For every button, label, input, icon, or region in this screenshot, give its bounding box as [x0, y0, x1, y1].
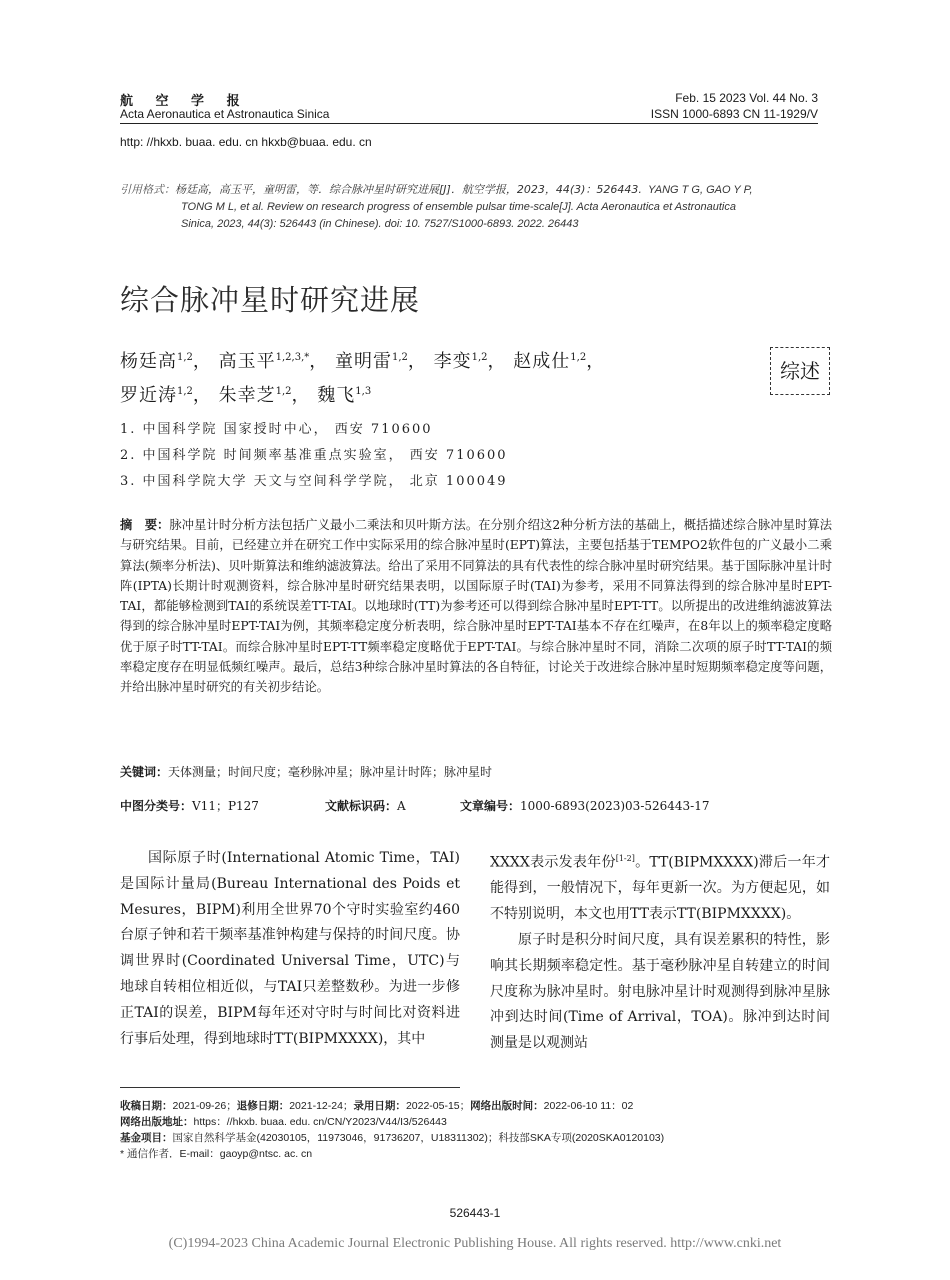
citation-label: 引用格式：: [120, 183, 175, 196]
received-date: 2021-09-26；: [172, 1100, 237, 1112]
abstract-text: 脉冲星计时分析方法包括广义最小二乘法和贝叶斯方法。在分别介绍这2种分析方法的基础上，概括描述综合脉冲星时算法与研究结果。目前，已经建立并在研究工作中实际采用的综合脉冲星时(EPT)算法，主要包括基于TEMPO2软件包的广义最小二乘算法(频率分析法)、贝叶斯算法和维纳滤波算法。给出了采用不同算法的具有代表性的综合脉冲星时研究结果。基于国际脉冲星计时阵(IPTA)长期计时观测资料，综合脉冲星时研究结果表明，以国际原子时(TAI)为参考，采用不同算法得到的综合脉冲星时EPT-TAI，都能够检测到TAI的系统误差TT-TAI。以地球时(TT)为参考还可以得到综合脉冲星时EPT-TT。以所提出的改进维纳滤波算法得到的综合脉冲星时EPT-TAI为例，其频率稳定度分析表明，综合脉冲星时EPT-TAI基本不存在红噪声，在8年以上的频率稳定度略优于原子时TT-TAI。而综合脉冲星时EPT-TT频率稳定度略优于EPT-TAI。与综合脉冲星时不同，消除二次项的原子时TT-TAI的频率稳定度存在明显低频红噪声。最后，总结3种综合脉冲星时算法的各自特征，讨论关于改进综合脉冲星时短期频率稳定度等问题，并给出脉冲星时研究的有关初步结论。: [120, 518, 832, 695]
author: 魏飞: [317, 385, 356, 406]
body-column-right: [490, 846, 830, 1057]
reference-mark[interactable]: [1-2]: [615, 854, 635, 863]
article-number: [460, 797, 710, 814]
footnotes: [120, 1098, 664, 1162]
footnote-fund: [120, 1130, 664, 1146]
online-date: 2022-06-10 11：02: [543, 1100, 634, 1112]
author: 高玉平: [218, 351, 276, 372]
online-label: 网络出版时间：: [470, 1100, 544, 1112]
author: 赵成仕: [513, 351, 571, 372]
journal-name-cn: 航 空 学 报: [120, 94, 249, 109]
author-aff: 1,2: [177, 386, 193, 397]
revised-date: 2021-12-24；: [289, 1100, 354, 1112]
page-number: 526443-1: [449, 1206, 501, 1220]
author: 朱幸芝: [218, 385, 276, 406]
corresponding-label: * 通信作者．: [120, 1148, 180, 1160]
abstract: [120, 515, 832, 698]
keywords-text: 天体测量；时间尺度；毫秒脉冲星；脉冲星计时阵；脉冲星时: [168, 765, 493, 779]
body-text: XXXX表示发表年份: [490, 854, 616, 871]
author-aff: 1,2: [471, 352, 488, 363]
author: 杨廷高: [120, 351, 177, 372]
keywords-label: 关键词：: [120, 765, 169, 779]
received-label: 收稿日期：: [120, 1100, 173, 1112]
author-aff: 1,2: [177, 352, 193, 363]
revised-label: 退修日期：: [236, 1100, 290, 1112]
author-aff: 1,2,3,*: [275, 352, 310, 363]
clc-label: 中图分类号：: [120, 799, 193, 813]
clc-value: V11；P127: [192, 799, 259, 813]
copyright-watermark: (C)1994-2023 China Academic Journal Electronic Publishing House. All rights reserved. http://www.cnki.net: [168, 1236, 782, 1251]
fund-text: 国家自然科学基金(42030105，11973046，91736207，U18311302)；科技部SKA专项(2020SKA0120103): [172, 1132, 665, 1144]
corresponding-email[interactable]: E-mail：gaoyp@ntsc. ac. cn: [179, 1148, 313, 1160]
fund-label: 基金项目：: [120, 1132, 173, 1144]
body-text: 。TT(BIPMXXXX)滞后一年才能得到，一般情况下，每年更新一次。为方便起见，如不特别说明，本文也用TT表示TT(BIPMXXXX)。: [490, 854, 830, 923]
citation-en-1: YANG T G, GAO Y P,: [648, 184, 753, 196]
paper-title: 综合脉冲星时研究进展: [120, 283, 421, 317]
affiliation-1: 1. 中国科学院 国家授时中心， 西安 710600: [120, 422, 433, 437]
review-badge: 综述: [770, 347, 830, 395]
footnote-dates: [120, 1098, 664, 1114]
body-paragraph: 国际原子时(International Atomic Time，TAI)是国际计量局(Bureau International des Poids et Mesures，BIPM)利用全世界70个守时实验室约460台原子钟和若干频率基准钟构建与保持的时间尺度。协调世界时(Coordinated Universal Time，UTC)与地球自转相位相近似，与TAI只差整数秒。为进一步修正TAI的误差，BIPM每年还对守时与时间比对资料进行事后处理，得到地球时TT(BIPMXXXX)，其中: [120, 850, 460, 1047]
author-aff: 1,2: [392, 352, 408, 363]
doc-value: A: [397, 799, 406, 813]
citation-cn: 杨廷高，高玉平，童明雷，等．综合脉冲星时研究进展[J]．航空学报，2023，44(3)：526443.: [175, 183, 642, 196]
clc-number: [120, 797, 259, 814]
citation-en-3: Sinica, 2023, 44(3): 526443 (in Chinese). doi: 10. 7527/S1000-6893. 2022. 26443: [181, 218, 579, 230]
author: 童明雷: [335, 351, 392, 372]
affiliation-3: 3. 中国科学院大学 天文与空间科学学院， 北京 100049: [120, 474, 508, 489]
online-url[interactable]: https：//hkxb. buaa. edu. cn/CN/Y2023/V44/I3/526443: [193, 1116, 447, 1128]
journal-url[interactable]: http: //hkxb. buaa. edu. cn hkxb@buaa. edu. cn: [120, 135, 372, 149]
body-column-left: [120, 846, 460, 1052]
journal-name-en: Acta Aeronautica et Astronautica Sinica: [120, 107, 330, 121]
citation-en-2: TONG M L, et al. Review on research progress of ensemble pulsar time-scale[J]. Acta Aeronautica et Astronautica: [181, 201, 736, 213]
art-value: 1000-6893(2023)03-526443-17: [520, 799, 710, 813]
footnote-corresponding: [120, 1146, 664, 1162]
author-aff: 1,3: [355, 386, 372, 397]
issue-date: Feb. 15 2023 Vol. 44 No. 3: [675, 91, 818, 105]
document-code: [325, 797, 406, 814]
body-paragraph: 原子时是积分时间尺度，具有误差累积的特性，影响其长期频率稳定性。基于毫秒脉冲星自转建立的时间尺度称为脉冲星时。射电脉冲星计时观测得到脉冲星脉冲到达时间(Time of Arrival，TOA)。脉冲到达时间测量是以观测站: [490, 932, 830, 1052]
abstract-label: 摘 要：: [120, 518, 170, 532]
body-paragraph: [490, 846, 830, 928]
online-url-label: 网络出版地址：: [120, 1116, 194, 1128]
affiliation-2: 2. 中国科学院 时间频率基准重点实验室， 西安 710600: [120, 448, 508, 463]
citation-block: [120, 181, 832, 233]
author-aff: 1,2: [275, 386, 292, 397]
issn: ISSN 1000-6893 CN 11-1929/V: [650, 107, 818, 121]
art-label: 文章编号：: [460, 799, 521, 813]
footnote-url: [120, 1114, 664, 1130]
doc-label: 文献标识码：: [325, 799, 398, 813]
author-list: 杨廷高$^{1,2}$， 高玉平$^{1,2,3,*}$， 童明雷$^{1,2}$， 李变$^{1,2}$， 赵成仕$^{1,2}$， 罗近涛$^{1,2}$， 朱幸芝$^{1,2}$， 魏飞$^{1,3}$: [120, 351, 606, 406]
keywords: [120, 763, 492, 780]
header-rule: [120, 123, 818, 124]
accepted-date: 2022-05-15；: [405, 1100, 471, 1112]
author: 罗近涛: [120, 385, 177, 406]
author-aff: 1,2: [570, 352, 587, 363]
footnote-rule: [120, 1087, 460, 1088]
accepted-label: 录用日期：: [353, 1100, 406, 1112]
author: 李变: [433, 351, 472, 372]
